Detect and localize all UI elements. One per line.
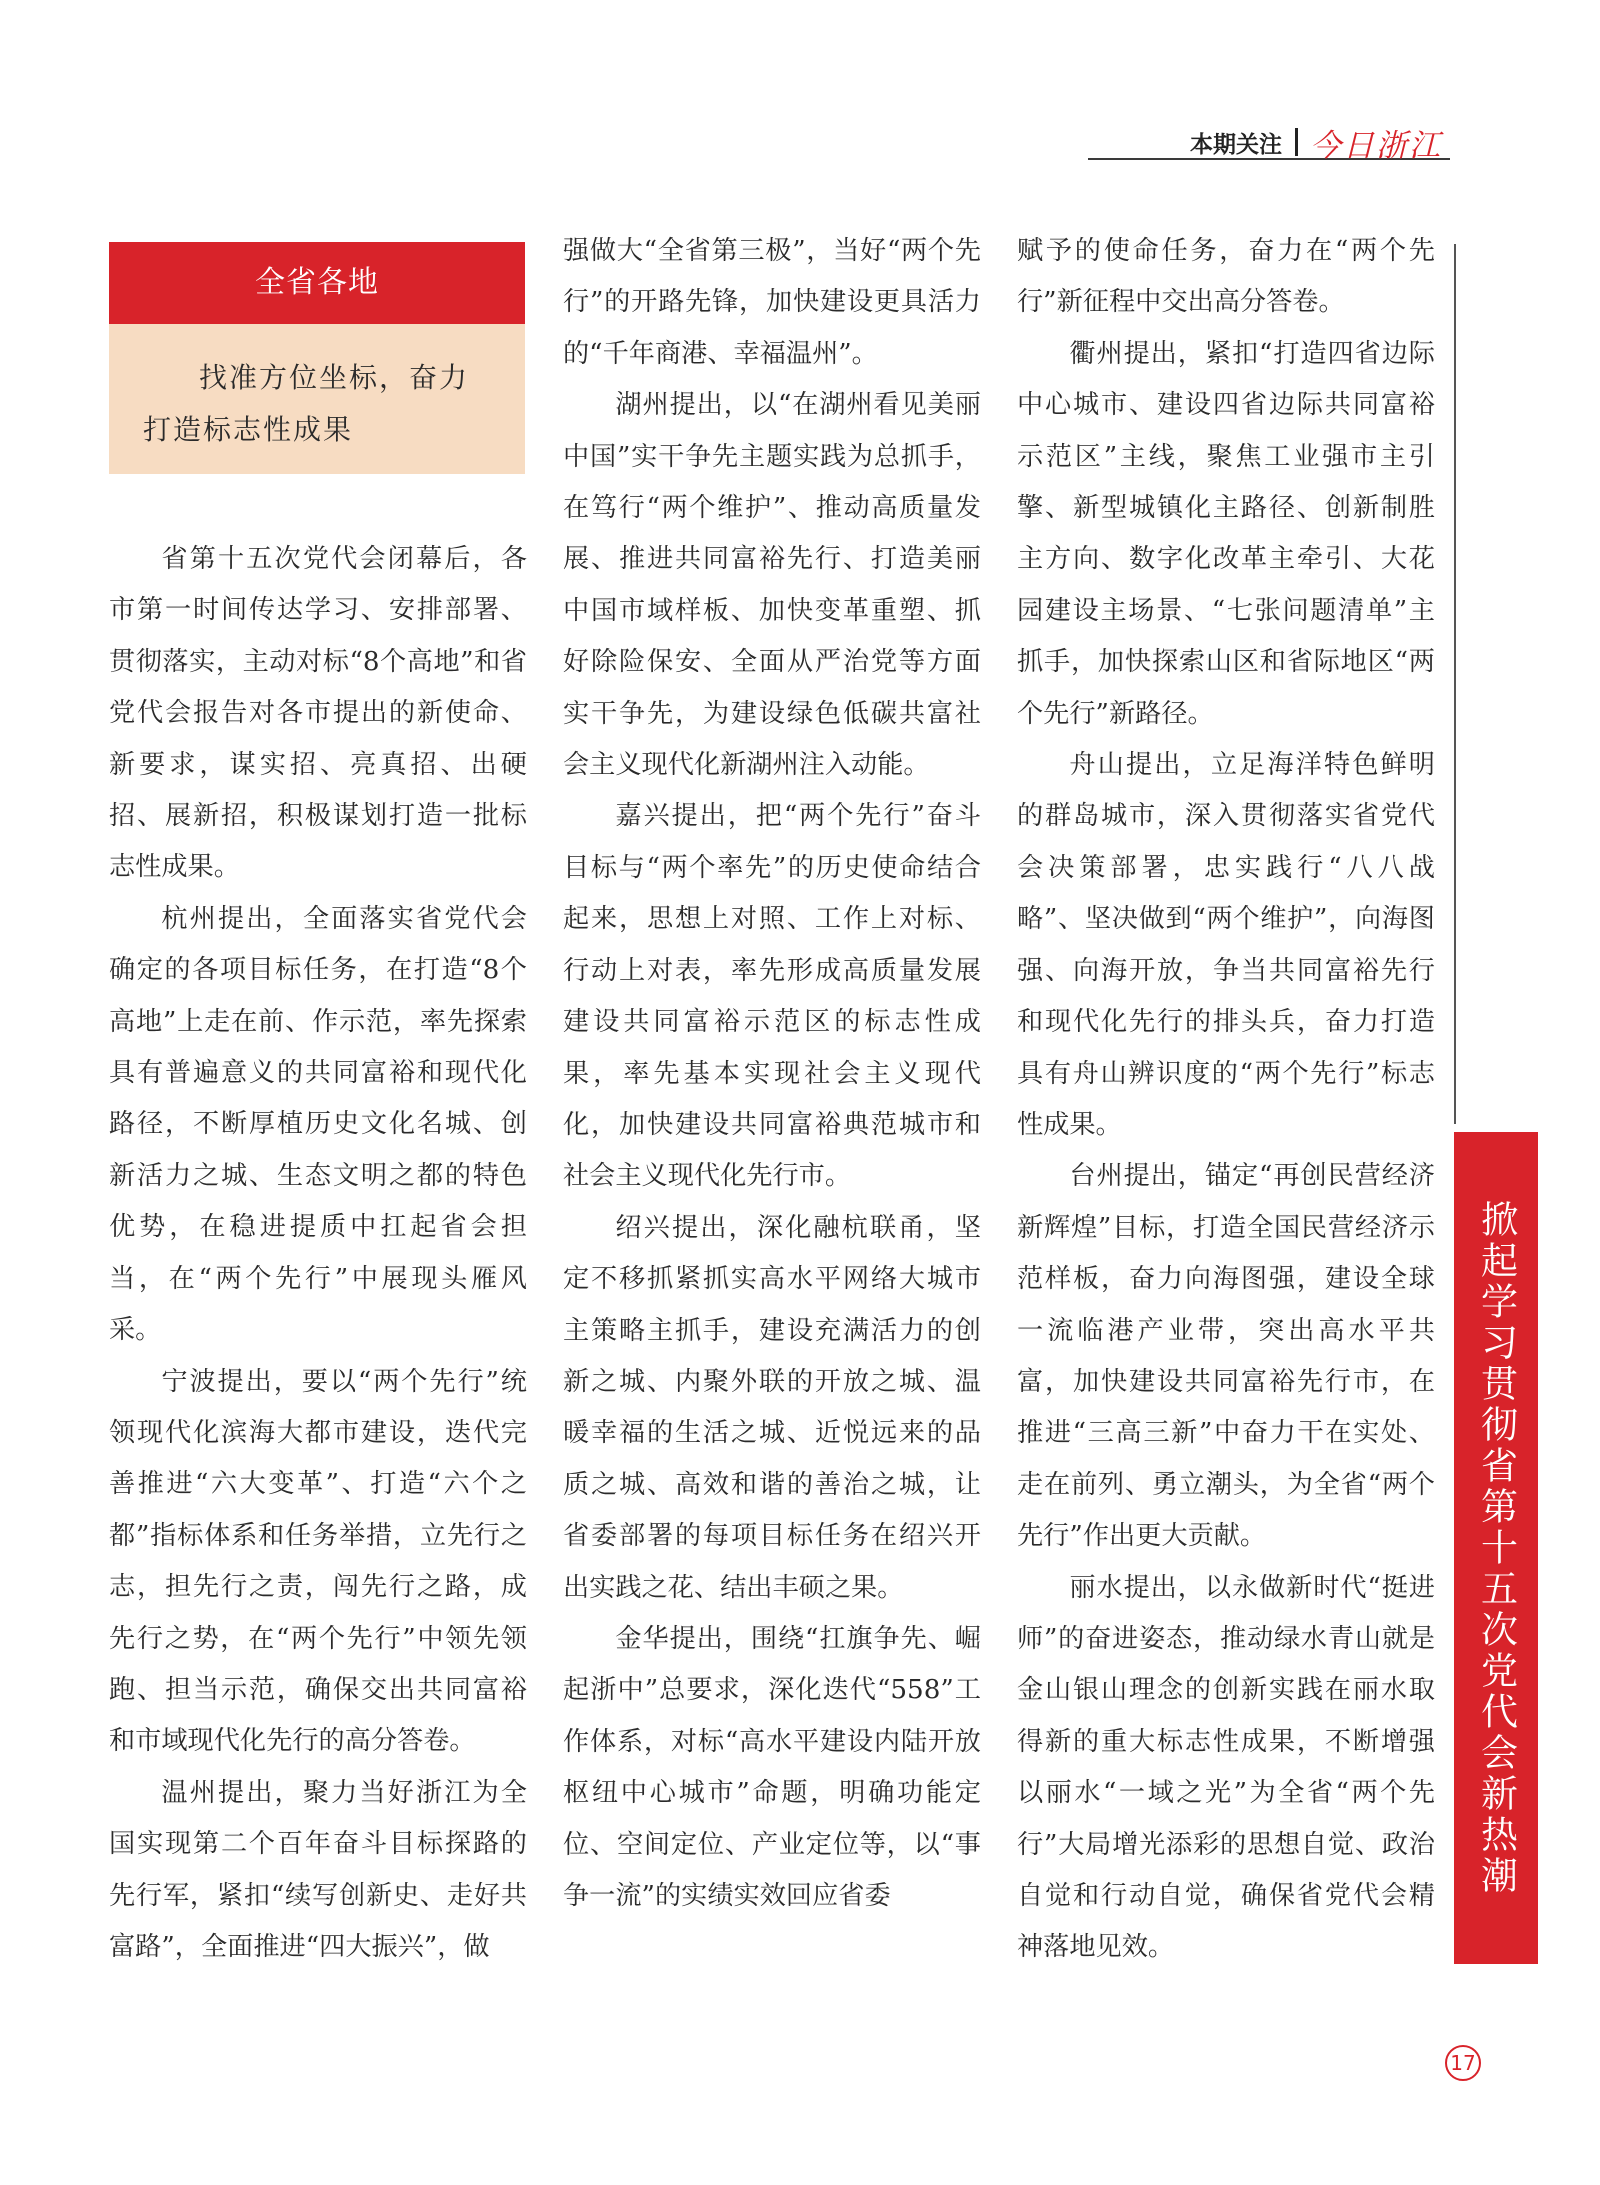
header-divider [1295, 128, 1298, 156]
paragraph-continued: 强做大“全省第三极”，当好“两个先行”的开路先锋，加快建设更具活力的“千年商港、幸福温州”。 [563, 236, 981, 369]
paragraph: 杭州提出，全面落实省党代会确定的各项目标任务，在打造“8个高地”上走在前、作示范，率先探索具有普遍意义的共同富裕和现代化路径，不断厚植历史文化名城、创新活力之城、生态文明之都的特色优势，在稳进提质中扛起省会担当，在“两个先行”中展现头雁风采。 [109, 903, 527, 1346]
paragraph: 湖州提出，以“在湖州看见美丽中国”实干争先主题实践为总抓手，在笃行“两个维护”、推动高质量发展、推进共同富裕先行、打造美丽中国市域样板、加快变革重塑、抓好除险保安、全面从严治党等方面实干争先，为建设绿色低碳共富社会主义现代化新湖州注入动能。 [563, 390, 981, 781]
page-number: 17 [1445, 2045, 1481, 2081]
text-column-1 [109, 534, 527, 1973]
paragraph: 舟山提出，立足海洋特色鲜明的群岛城市，深入贯彻落实省党代会决策部署，忠实践行“八八战略”、坚决做到“两个维护”，向海图强、向海开放，争当共同富裕先行和现代化先行的排头兵，奋力打造具有舟山辨识度的“两个先行”标志性成果。 [1017, 750, 1435, 1140]
paragraph-continued: 赋予的使命任务，奋力在“两个先行”新征程中交出高分答卷。 [1017, 236, 1435, 318]
text-column-3 [1017, 226, 1435, 1974]
paragraph: 省第十五次党代会闭幕后，各市第一时间传达学习、安排部署、贯彻落实，主动对标“8个高地”和省党代会报告对各市提出的新使命、新要求，谋实招、亮真招、出硬招、展新招，积极谋划打造一批标志性成果。 [109, 544, 527, 883]
magazine-logo: 今日浙江 [1310, 128, 1442, 164]
section-subtitle-box: 找准方位坐标，奋力打造标志性成果 [109, 324, 525, 474]
text-column-2 [563, 226, 981, 1922]
paragraph: 温州提出，聚力当好浙江为全国实现第二个百年奋斗目标探路的先行军，紧扣“续写创新史、走好共富路”，全面推进“四大振兴”，做 [109, 1777, 527, 1962]
paragraph: 丽水提出，以永做新时代“挺进师”的奋进姿态，推动绿水青山就是金山银山理念的创新实践在丽水取得新的重大标志性成果，不断增强以丽水“一域之光”为全省“两个先行”大局增光添彩的思想自觉、政治自觉和行动自觉，确保省党代会精神落地见效。 [1017, 1572, 1435, 1963]
paragraph: 宁波提出，要以“两个先行”统领现代化滨海大都市建设，迭代完善推进“六大变革”、打造“六个之都”指标体系和任务举措，立先行之志，担先行之责，闯先行之路，成先行之势，在“两个先行”中领先领跑、担当示范，确保交出共同富裕和市域现代化先行的高分答卷。 [109, 1366, 527, 1757]
running-header [1088, 126, 1450, 164]
paragraph: 嘉兴提出，把“两个先行”奋斗目标与“两个率先”的历史使命结合起来，思想上对照、工作上对标、行动上对表，率先形成高质量发展建设共同富裕示范区的标志性成果，率先基本实现社会主义现代化，加快建设共同富裕典范城市和社会主义现代化先行市。 [563, 801, 981, 1192]
theme-sidebar [1454, 1132, 1538, 1964]
section-title-box: 全省各地 [109, 242, 525, 324]
sidebar-title: 掀起学习贯彻省第十五次党代会新热潮 [1474, 1199, 1518, 1897]
section-label: 本期关注 [1190, 132, 1282, 158]
paragraph: 金华提出，围绕“扛旗争先、崛起浙中”总要求，深化迭代“558”工作体系，对标“高水平建设内陆开放枢纽中心城市”命题，明确功能定位、空间定位、产业定位等，以“事争一流”的实绩实效回应省委 [563, 1623, 981, 1911]
paragraph: 衢州提出，紧扣“打造四省边际中心城市、建设四省边际共同富裕示范区”主线，聚焦工业强市主引擎、新型城镇化主路径、创新制胜主方向、数字化改革主牵引、大花园建设主场景、“七张问题清单”主抓手，加快探索山区和省际地区“两个先行”新路径。 [1017, 338, 1435, 729]
paragraph: 台州提出，锚定“再创民营经济新辉煌”目标，打造全国民营经济示范样板，奋力向海图强，建设全球一流临港产业带，突出高水平共富，加快建设共同富裕先行市，在推进“三高三新”中奋力干在实处、走在前列、勇立潮头，为全省“两个先行”作出更大贡献。 [1017, 1161, 1435, 1552]
paragraph: 绍兴提出，深化融杭联甬，坚定不移抓紧抓实高水平网络大城市主策略主抓手，建设充满活力的创新之城、内聚外联的开放之城、温暖幸福的生活之城、近悦远来的品质之城、高效和谐的善治之城，让省委部署的每项目标任务在绍兴开出实践之花、结出丰硕之果。 [563, 1212, 981, 1603]
vertical-rule [1454, 244, 1456, 1124]
